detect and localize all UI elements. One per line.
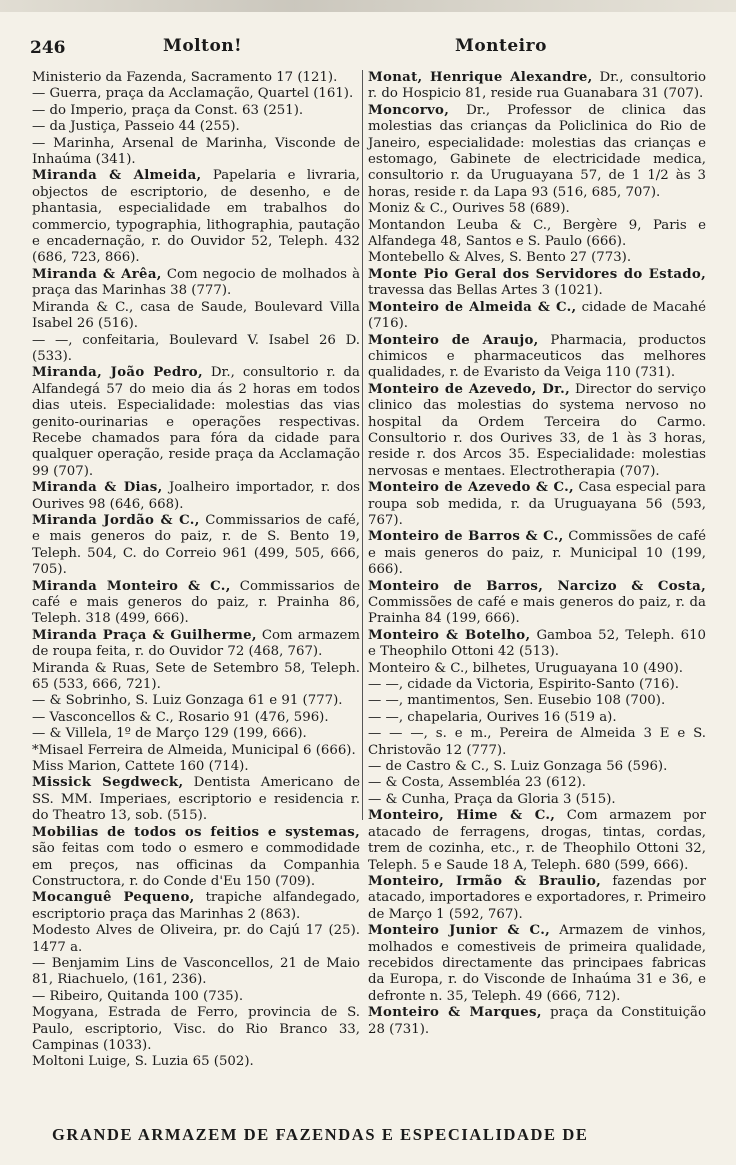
directory-entry	[32, 119, 360, 135]
entry-text: Miranda & Ruas, Sete de Setembro 58, Teleph. 65 (533, 666, 721).	[32, 660, 360, 693]
entry-text: *Misael Ferreira de Almeida, Municipal 6 (666).	[32, 742, 356, 758]
directory-entry	[32, 480, 360, 513]
directory-entry	[368, 628, 706, 661]
directory-entry	[32, 1054, 360, 1070]
entry-text: fazendas por atacado, importadores e exportadores, r. Primeiro de Março 1 (592, 767).	[368, 873, 706, 922]
entry-name: Monteiro de Barros, Narcizo & Costa,	[368, 578, 706, 594]
directory-entry	[368, 923, 706, 1005]
entry-name: Miranda & Almeida,	[32, 168, 202, 184]
directory-entry	[368, 677, 706, 693]
entry-text: Com armazem de roupa feita, r. do Ouvidor 72 (468, 767).	[32, 627, 361, 660]
entry-text: Ministerio da Fazenda, Sacramento 17 (121).	[32, 70, 338, 85]
entry-text: trapiche alfandegado, escriptorio praça das Marinhas 2 (863).	[32, 890, 360, 922]
directory-entry	[32, 86, 360, 102]
directory-entry	[32, 710, 360, 726]
directory-entry	[32, 1005, 360, 1054]
entry-text: Modesto Alves de Oliveira, pr. do Cajú 17 (25). 1477 a.	[32, 923, 360, 955]
directory-entry	[368, 726, 706, 759]
running-head-left: Molton!	[163, 36, 243, 56]
directory-entry	[368, 70, 706, 103]
entry-text: Moniz & C., Ourives 58 (689).	[368, 201, 570, 217]
directory-entry	[368, 693, 706, 709]
directory-entry	[32, 365, 360, 480]
entry-text: Monteiro & C., bilhetes, Uruguayana 10 (490).	[368, 660, 684, 676]
entry-text: Dr., consultorio r. da Alfandegá 57 do meio dia ás 2 horas em todos dias uteis. Especialidade: molestias das vias genito-ourinarias e operações respectivas. Recebe chamados para fóra da cidade para qualquer operação, reside praça da Acclamação 99 (707).	[32, 365, 360, 479]
page-top-edge	[0, 0, 736, 12]
right-column	[368, 70, 706, 1038]
directory-entry	[32, 825, 360, 891]
entry-name: Monteiro de Azevedo, Dr.,	[368, 381, 571, 397]
entry-text: Miranda & C., casa de Saude, Boulevard Villa Isabel 26 (516).	[32, 299, 360, 332]
entry-name: Monteiro, Hime & C.,	[368, 808, 556, 824]
directory-entry	[32, 775, 360, 824]
entry-name: Monteiro de Barros & C.,	[368, 529, 564, 545]
directory-entry	[32, 267, 360, 300]
entry-text: Joalheiro importador, r. dos Ourives 98 (646, 668).	[32, 480, 360, 512]
directory-entry	[32, 333, 360, 366]
page-number: 246	[30, 38, 66, 58]
entry-text: — —, cidade da Victoria, Espirito-Santo (716).	[368, 677, 679, 693]
page-header	[0, 30, 736, 60]
entry-text: Dentista Americano de SS. MM. Imperiaes, escriptorio e residencia r. do Theatro 13, sob. (515).	[32, 775, 360, 824]
directory-entry	[32, 759, 360, 775]
directory-entry	[32, 661, 360, 694]
entry-text: Com negocio de molhados à praça das Marinhas 38 (777).	[32, 266, 360, 299]
entry-name: Monte Pio Geral dos Servidores do Estado,	[368, 266, 706, 282]
entry-name: Monteiro, Irmão & Braulio,	[368, 873, 602, 889]
entry-text: cidade de Macahé (716).	[368, 299, 706, 332]
directory-entry	[32, 70, 360, 86]
entry-text: Director do serviço clinico das molestias do systema nervoso no hospital da Ordem Terceira do Carmo. Consultorio r. dos Ourives 33, de 1 às 3 horas, reside r. dos Arcos 35. Especialidade: molestias nervosas e mentaes. Electrotherapia (707).	[368, 381, 706, 479]
directory-entry	[32, 136, 360, 169]
entry-text: travessa das Bellas Artes 3 (1021).	[368, 283, 603, 299]
entry-text: Commissarios de café e mais generos do paiz, r. Prainha 86, Teleph. 318 (499, 666).	[32, 578, 360, 627]
entry-name: Miranda, João Pedro,	[32, 365, 203, 381]
entry-text: Casa especial para roupa sob medida, r. da Uruguayana 56 (593, 767).	[368, 480, 706, 528]
directory-entry	[368, 661, 706, 677]
entry-text: — Ribeiro, Quitanda 100 (735).	[32, 988, 244, 1004]
entry-name: Moncorvo,	[368, 102, 450, 118]
entry-name: Monteiro de Almeida & C.,	[368, 299, 577, 315]
entry-name: Miranda Jordão & C.,	[32, 512, 200, 528]
directory-entry	[32, 956, 360, 989]
directory-entry	[368, 529, 706, 578]
entry-text: — & Cunha, Praça da Gloria 3 (515).	[368, 791, 616, 807]
directory-entry	[368, 201, 706, 217]
entry-text: Moltoni Luige, S. Luzia 65 (502).	[32, 1054, 254, 1070]
directory-entry	[32, 513, 360, 579]
entry-name: Miranda & Dias,	[32, 480, 163, 496]
directory-entry	[368, 218, 706, 251]
directory-entry	[368, 382, 706, 480]
entry-name: Miranda Monteiro & C.,	[32, 578, 231, 594]
entry-text: — Guerra, praça da Acclamação, Quartel (161).	[32, 86, 354, 102]
directory-entry	[32, 300, 360, 333]
entry-name: Miranda & Arêa,	[32, 266, 162, 282]
directory-entry	[368, 579, 706, 628]
directory-entry	[368, 808, 706, 874]
entry-text: Com armazem por atacado de ferragens, drogas, tintas, cordas, trem de cozinha, etc., r. de Theophilo Ottoni 32, Teleph. 5 e Saude 18 A, Teleph. 680 (599, 666).	[368, 808, 706, 873]
entry-text: — & Costa, Assembléa 23 (612).	[368, 775, 586, 791]
entry-text: — —, mantimentos, Sen. Eusebio 108 (700).	[368, 693, 666, 709]
entry-text: — Vasconcellos & C., Rosario 91 (476, 596).	[32, 709, 329, 725]
directory-entry	[32, 726, 360, 742]
directory-entry	[368, 300, 706, 333]
directory-entry	[32, 923, 360, 956]
directory-entry	[368, 759, 706, 775]
entry-text: praça da Constituição 28 (731).	[368, 1005, 706, 1037]
entry-text: Mogyana, Estrada de Ferro, provincia de S. Paulo, escriptorio, Visc. do Rio Branco 33, Campinas (1033).	[32, 1005, 360, 1053]
directory-entry	[32, 890, 360, 923]
directory-entry	[32, 103, 360, 119]
entry-text: — & Sobrinho, S. Luiz Gonzaga 61 e 91 (777).	[32, 693, 343, 709]
directory-entry	[368, 250, 706, 266]
entry-text: — Marinha, Arsenal de Marinha, Visconde de Inhaúma (341).	[32, 135, 360, 168]
entry-text: Montandon Leuba & C., Bergère 9, Paris e Alfandega 48, Santos e S. Paulo (666).	[368, 217, 706, 250]
directory-entry	[368, 1005, 706, 1038]
directory-entry	[368, 874, 706, 923]
footer-advert: GRANDE ARMAZEM DE FAZENDAS E ESPECIALIDADE DE	[52, 1125, 589, 1144]
entry-text: — —, chapelaria, Ourives 16 (519 a).	[368, 709, 617, 725]
entry-name: Mocanguê Pequeno,	[32, 890, 195, 906]
directory-entry	[32, 693, 360, 709]
directory-entry	[368, 792, 706, 808]
directory-entry	[32, 989, 360, 1005]
entry-text: Armazem de vinhos, molhados e comestiveis de primeira qualidade, recebidos directamente das principaes fabricas da Europa, r. do Visconde de Inhaúma 31 e 36, e defronte n. 35, Teleph. 49 (666, 712).	[368, 923, 706, 1004]
entry-text: Dr., consultorio r. do Hospicio 81, reside rua Guanabara 31 (707).	[368, 70, 706, 102]
entry-name: Monteiro Junior & C.,	[368, 923, 551, 939]
directory-entry	[368, 267, 706, 300]
entry-text: Commissarios de café, e mais generos do paiz, r. de S. Bento 19, Teleph. 504, C. do Correio 961 (499, 505, 666, 705).	[32, 512, 360, 578]
directory-entry	[368, 333, 706, 382]
entry-text: Commissões de café e mais generos do paiz, r. Municipal 10 (199, 666).	[368, 529, 706, 578]
entry-text: — da Justiça, Passeio 44 (255).	[32, 119, 240, 135]
entry-name: Miranda Praça & Guilherme,	[32, 627, 257, 643]
entry-name: Monteiro de Azevedo & C.,	[368, 480, 574, 496]
entry-text: são feitas com todo o esmero e commodidade em preços, nas officinas da Companhia Constructora, r. do Conde d'Eu 150 (709).	[32, 841, 360, 889]
column-divider	[362, 70, 363, 820]
left-column	[32, 70, 360, 1071]
entry-text: — —, confeitaria, Boulevard V. Isabel 26 D. (533).	[32, 332, 360, 364]
entry-text: — Benjamim Lins de Vasconcellos, 21 de Maio 81, Riachuelo, (161, 236).	[32, 955, 360, 988]
entry-name: Mobilias de todos os feitios e systemas,	[32, 824, 360, 840]
entry-text: — do Imperio, praça da Const. 63 (251).	[32, 102, 304, 118]
directory-entry	[32, 743, 360, 759]
entry-text: — de Castro & C., S. Luiz Gonzaga 56 (596).	[368, 759, 668, 775]
entry-name: Missick Segdweck,	[32, 775, 184, 791]
entry-text: Pharmacia, productos chimicos e pharmaceuticos das melhores qualidades, r. de Evaristo da Veiga 110 (731).	[368, 332, 706, 381]
entry-text: Commissões de café e mais generos do paiz, r. da Prainha 84 (199, 666).	[368, 595, 706, 627]
entry-name: Monteiro & Marques,	[368, 1005, 542, 1021]
entry-text: Dr., Professor de clinica das molestias das crianças da Policlinica do Rio de Janeiro, especialidade: molestias das crianças e estomago, Gabinete de electricidade medica, consultorio r. da Uruguayana 57, de 1 1/2 às 3 horas, reside r. da Lapa 93 (516, 685, 707).	[368, 102, 706, 200]
directory-entry	[368, 480, 706, 529]
entry-name: Monteiro de Araujo,	[368, 332, 539, 348]
directory-entry	[32, 628, 360, 661]
directory-entry	[32, 579, 360, 628]
directory-entry	[32, 168, 360, 266]
directory-entry	[368, 710, 706, 726]
entry-name: Monat, Henrique Alexandre,	[368, 70, 593, 85]
directory-entry	[368, 775, 706, 791]
entry-text: Montebello & Alves, S. Bento 27 (773).	[368, 250, 632, 266]
entry-text: Papelaria e livraria, objectos de escriptorio, de desenho, e de phantasia, especialidade em trabalhos do commercio, typographia, lithographia, pautação e encadernação, r. do Ouvidor 52, Teleph. 432 (686, 723, 866).	[32, 168, 360, 266]
directory-entry	[368, 103, 706, 201]
entry-name: Monteiro & Botelho,	[368, 627, 531, 643]
entry-text: Miss Marion, Cattete 160 (714).	[32, 759, 249, 775]
running-head-right: Monteiro	[455, 36, 547, 56]
entry-text: Gamboa 52, Teleph. 610 e Theophilo Ottoni 42 (513).	[368, 627, 706, 660]
entry-text: — & Villela, 1º de Março 129 (199, 666).	[32, 726, 307, 742]
entry-text: — — —, s. e m., Pereira de Almeida 3 E e S. Christovão 12 (777).	[368, 726, 706, 758]
